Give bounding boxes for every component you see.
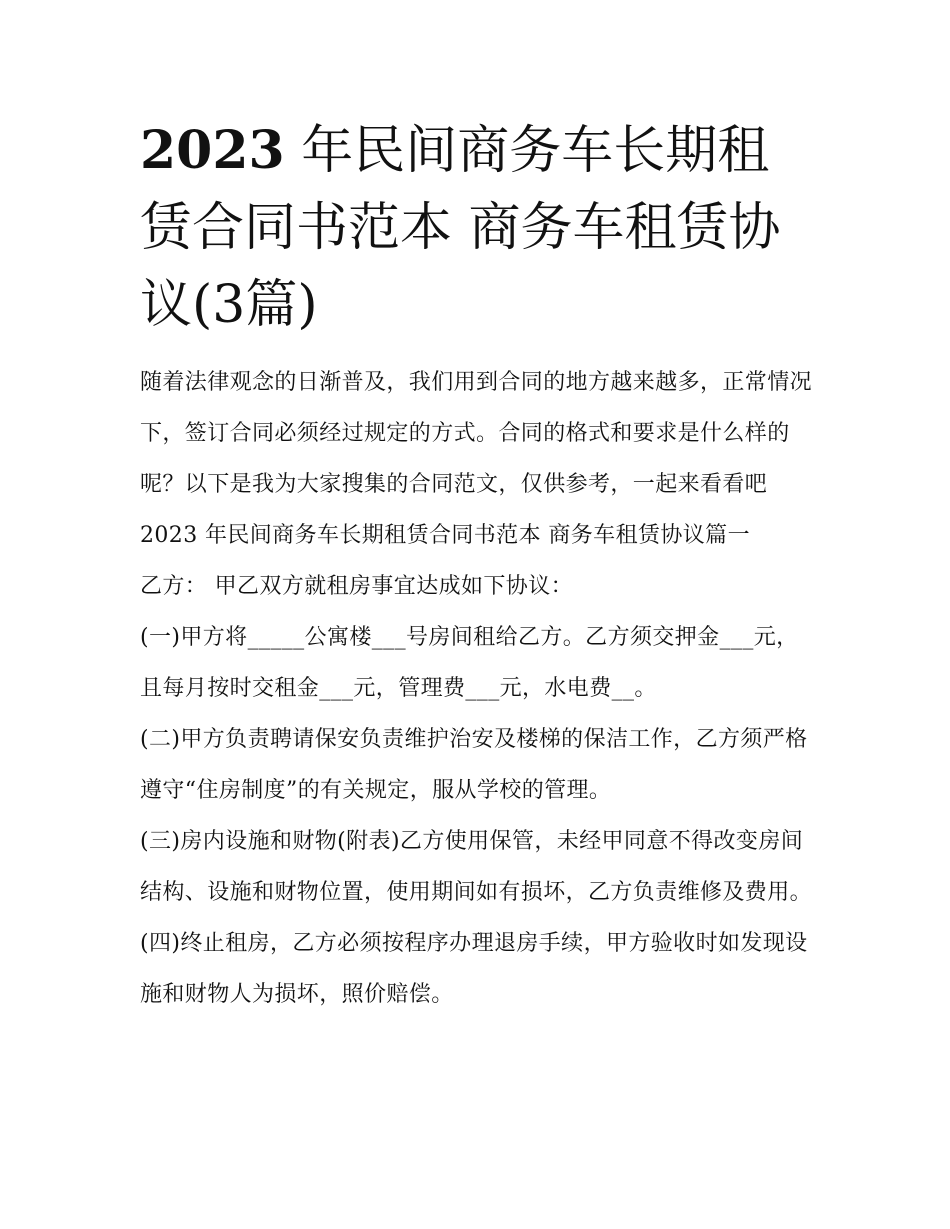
clause-3: (三)房内设施和财物(附表)乙方使用保管，未经甲同意不得改变房间结构、设施和财物位置，使用期间如有损坏，乙方负责维修及费用。 [140,829,813,905]
clause-4: (四)终止租房，乙方必须按程序办理退房手续，甲方验收时如发现设施和财物人为损坏，照价赔偿。 [140,931,808,1007]
section-heading: 2023 年民间商务车长期租赁合同书范本 商务车租赁协议篇一 [140,523,750,548]
document-body [140,357,820,1020]
intro-paragraph: 随着法律观念的日渐普及，我们用到合同的地方越来越多，正常情况下，签订合同必须经过规定的方式。合同的格式和要求是什么样的呢？以下是我为大家搜集的合同范文，仅供参考，一起来看看吧 [140,370,813,497]
document-title-text: 年民间商务车长期租赁合同书范本 商务车租赁协议(3篇) [140,121,781,335]
agreement-paragraph: 乙方： 甲乙双方就租房事宜达成如下协议： [140,574,573,599]
document-title-year: 2023 [140,120,285,181]
document-title [140,112,820,344]
clause-2: (二)甲方负责聘请保安负责维护治安及楼梯的保洁工作，乙方须严格遵守“住房制度”的有关规定，服从学校的管理。 [140,727,808,803]
clause-1: (一)甲方将_____公寓楼___号房间租给乙方。乙方须交押金___元，且每月按时交租金___元，管理费___元，水电费__。 [140,625,799,701]
